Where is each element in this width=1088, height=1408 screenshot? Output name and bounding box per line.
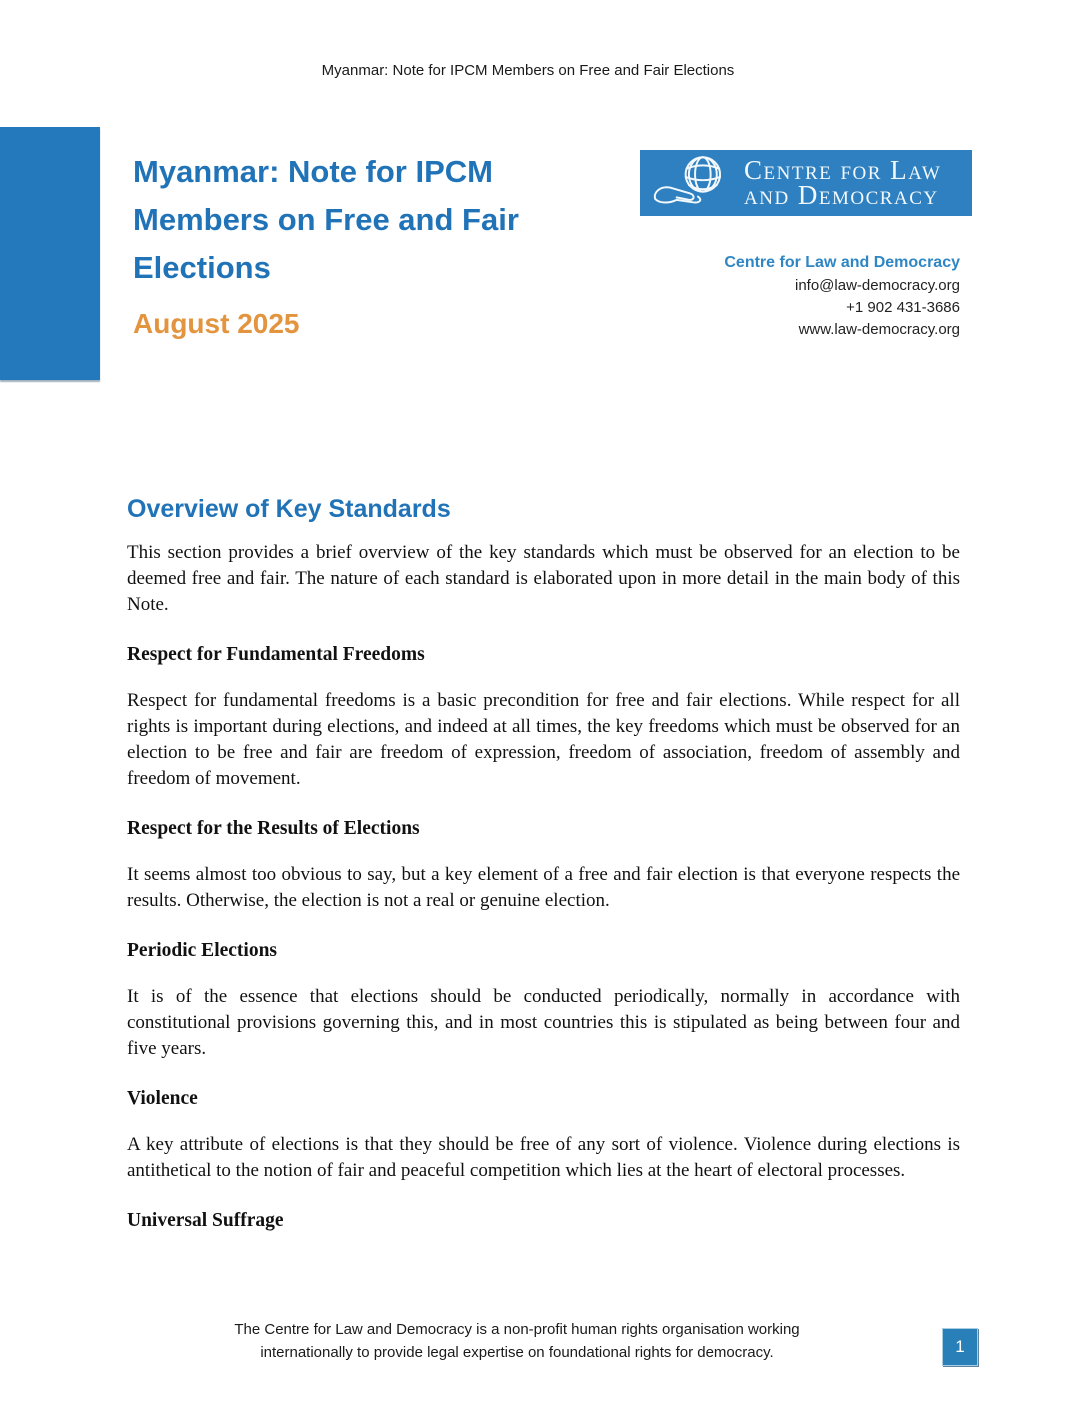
- logo-line-2: and Democracy: [744, 180, 939, 210]
- logo-wordmark: [744, 155, 942, 210]
- subsection-heading-results-of-elections: Respect for the Results of Elections: [127, 818, 420, 839]
- page-footer: [72, 1318, 962, 1364]
- hand-globe-icon: [652, 152, 734, 215]
- section-heading-overview: Overview of Key Standards: [127, 495, 451, 523]
- subsection-heading-periodic-elections: Periodic Elections: [127, 940, 278, 961]
- left-accent-bar: [0, 127, 100, 380]
- footer-line-1: The Centre for Law and Democracy is a non-profit human rights organisation working: [234, 1321, 800, 1338]
- contact-phone: +1 902 431-3686: [846, 299, 960, 316]
- footer-line-2: internationally to provide legal expertise on foundational rights for democracy.: [260, 1344, 774, 1361]
- document-title: Myanmar: Note for IPCM Members on Free and Fair Elections: [133, 154, 519, 285]
- document-body: [127, 494, 960, 1254]
- subsection-paragraph: Respect for fundamental freedoms is a basic precondition for free and fair elections. While respect for all rights is important during elections, and indeed at all times, the key freedoms which must be observed for an election to be free and fair are freedom of expression, freedom of association, freedom of assembly and freedom of movement.: [127, 690, 960, 789]
- subsection-paragraph: It seems almost too obvious to say, but a key element of a free and fair election is that everyone respects the results. Otherwise, the election is not a real or genuine election.: [127, 864, 960, 911]
- document-date: August 2025: [133, 308, 300, 339]
- subsection-heading-universal-suffrage: Universal Suffrage: [127, 1210, 284, 1231]
- contact-email: info@law-democracy.org: [794, 277, 960, 294]
- contact-website: www.law-democracy.org: [798, 321, 960, 338]
- page-number-badge: 1: [942, 1328, 978, 1366]
- contact-block: [724, 252, 960, 341]
- logo-line-1: Centre for Law: [744, 155, 942, 185]
- masthead: [133, 148, 563, 340]
- subsection-heading-fundamental-freedoms: Respect for Fundamental Freedoms: [127, 644, 425, 665]
- subsection-paragraph: A key attribute of elections is that they should be free of any sort of violence. Violence during elections is antithetical to the notion of fair and peaceful competition which lies at the heart of electoral processes.: [127, 1134, 960, 1181]
- contact-org-name: Centre for Law and Democracy: [724, 254, 960, 271]
- subsection-paragraph: It is of the essence that elections should be conducted periodically, normally in accordance with constitutional provisions governing this, and in most countries this is stipulated as being between four and five years.: [127, 986, 960, 1059]
- cld-logo: [640, 150, 972, 216]
- running-header: Myanmar: Note for IPCM Members on Free and Fair Elections: [321, 62, 735, 79]
- subsection-heading-violence: Violence: [127, 1088, 198, 1109]
- intro-paragraph: This section provides a brief overview of the key standards which must be observed for an election to be deemed free and fair. The nature of each standard is elaborated upon in more detail in the main body of this Note.: [127, 542, 960, 615]
